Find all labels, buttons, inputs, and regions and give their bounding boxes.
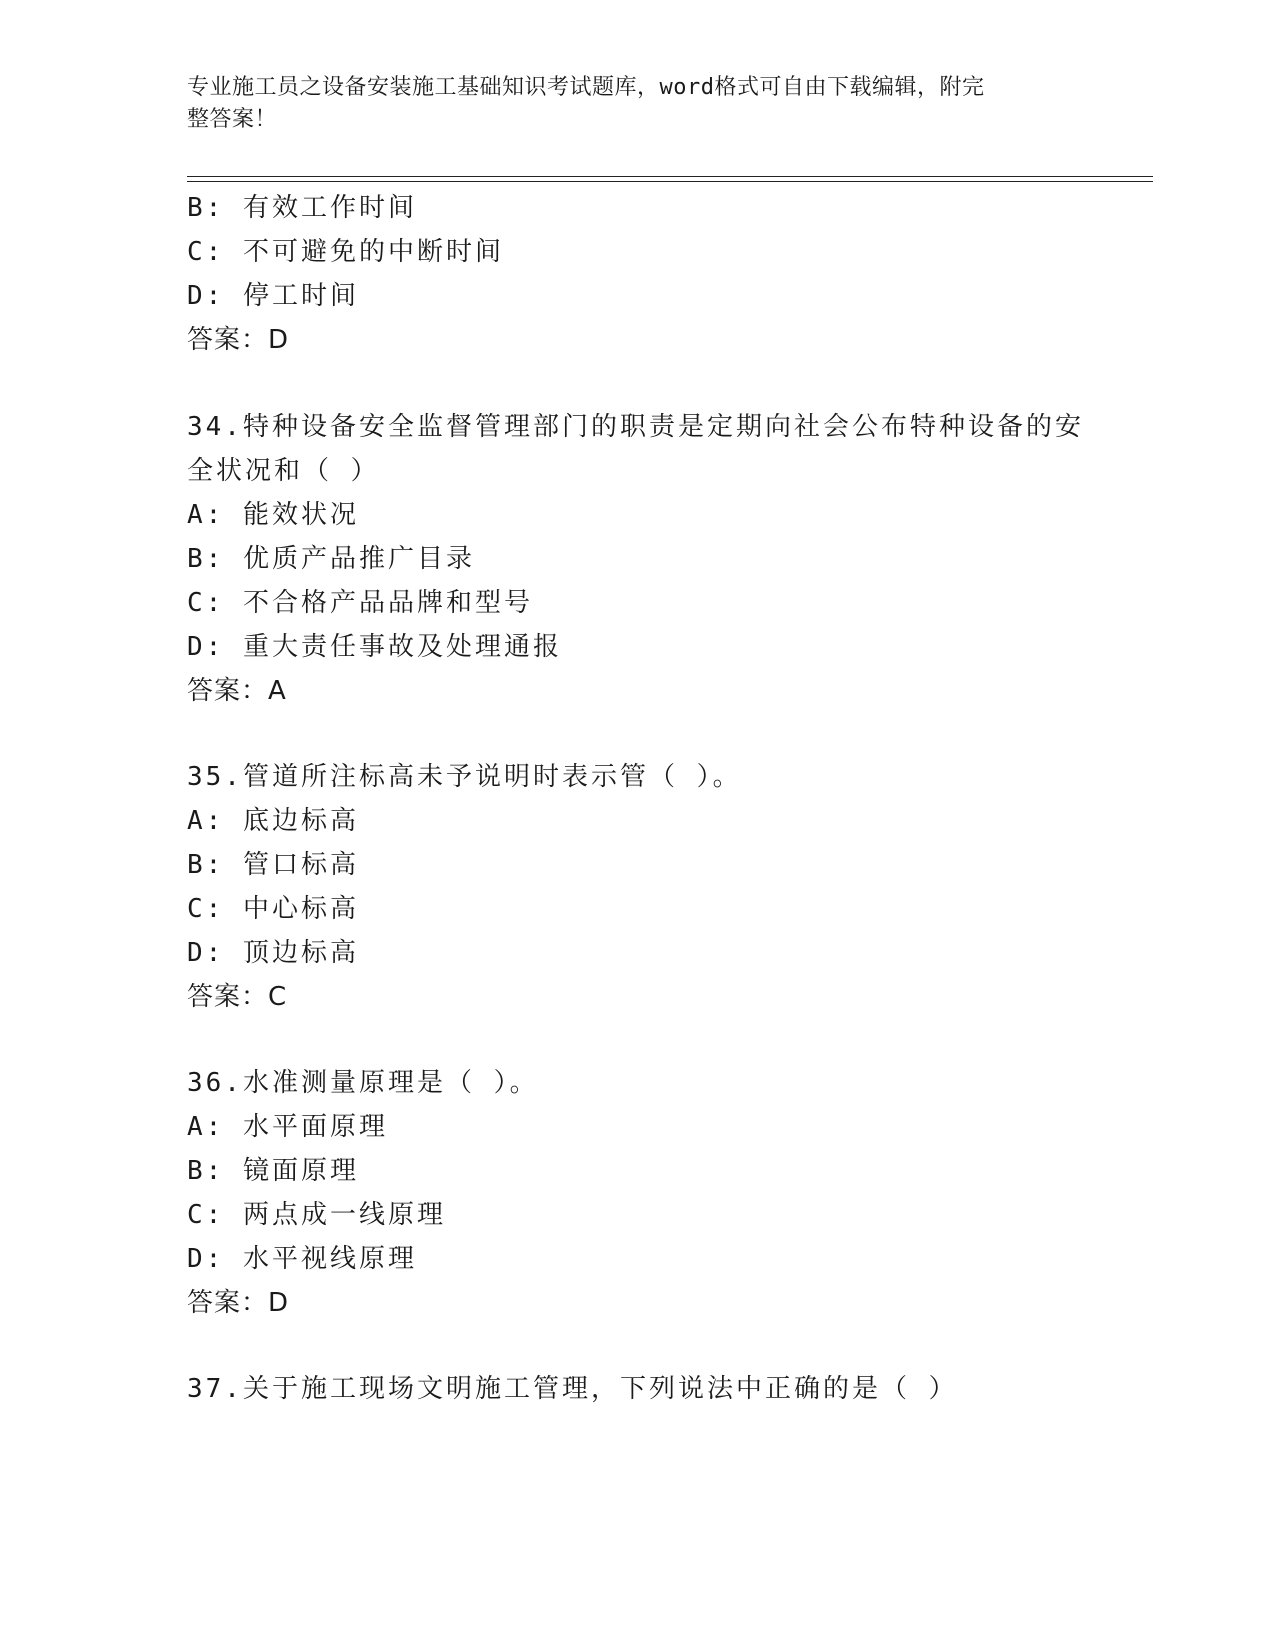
q36-option-a: A: 水平面原理: [187, 1112, 388, 1142]
q36-option-d: D: 水平视线原理: [187, 1244, 417, 1274]
q35-stem: 35.管道所注标高未予说明时表示管（ ）。: [187, 762, 742, 792]
header-line-2: 整答案！: [187, 107, 278, 132]
q36-answer: 答案：D: [187, 1288, 290, 1318]
q36-stem: 36.水准测量原理是（ ）。: [187, 1068, 539, 1098]
q35-option-a: A: 底边标高: [187, 806, 359, 836]
q34-stem-line-1: 34.特种设备安全监督管理部门的职责是定期向社会公布特种设备的安: [187, 412, 1084, 442]
q33-option-b: B: 有效工作时间: [187, 193, 417, 223]
q36-option-c: C: 两点成一线原理: [187, 1200, 446, 1230]
header-line-1: 专业施工员之设备安装施工基础知识考试题库，word格式可自由下载编辑，附完: [187, 75, 985, 100]
q36-option-b: B: 镜面原理: [187, 1156, 359, 1186]
q34-stem-line-2: 全状况和（ ）: [187, 456, 380, 486]
header-divider-bottom: [187, 181, 1153, 182]
q33-option-d: D: 停工时间: [187, 281, 359, 311]
q34-option-c: C: 不合格产品品牌和型号: [187, 588, 533, 618]
q33-answer: 答案：D: [187, 325, 290, 355]
q34-option-a: A: 能效状况: [187, 500, 359, 530]
q35-option-d: D: 顶边标高: [187, 938, 359, 968]
q35-option-c: C: 中心标高: [187, 894, 359, 924]
q33-option-c: C: 不可避免的中断时间: [187, 237, 504, 267]
q35-answer: 答案：C: [187, 982, 288, 1012]
document-header: [187, 72, 1067, 136]
q35-option-b: B: 管口标高: [187, 850, 359, 880]
q34-option-d: D: 重大责任事故及处理通报: [187, 632, 562, 662]
q34-answer: 答案：A: [187, 676, 287, 706]
q37-stem: 37.关于施工现场文明施工管理，下列说法中正确的是（ ）: [187, 1374, 958, 1404]
q34-option-b: B: 优质产品推广目录: [187, 544, 475, 574]
header-divider-top: [187, 176, 1153, 177]
